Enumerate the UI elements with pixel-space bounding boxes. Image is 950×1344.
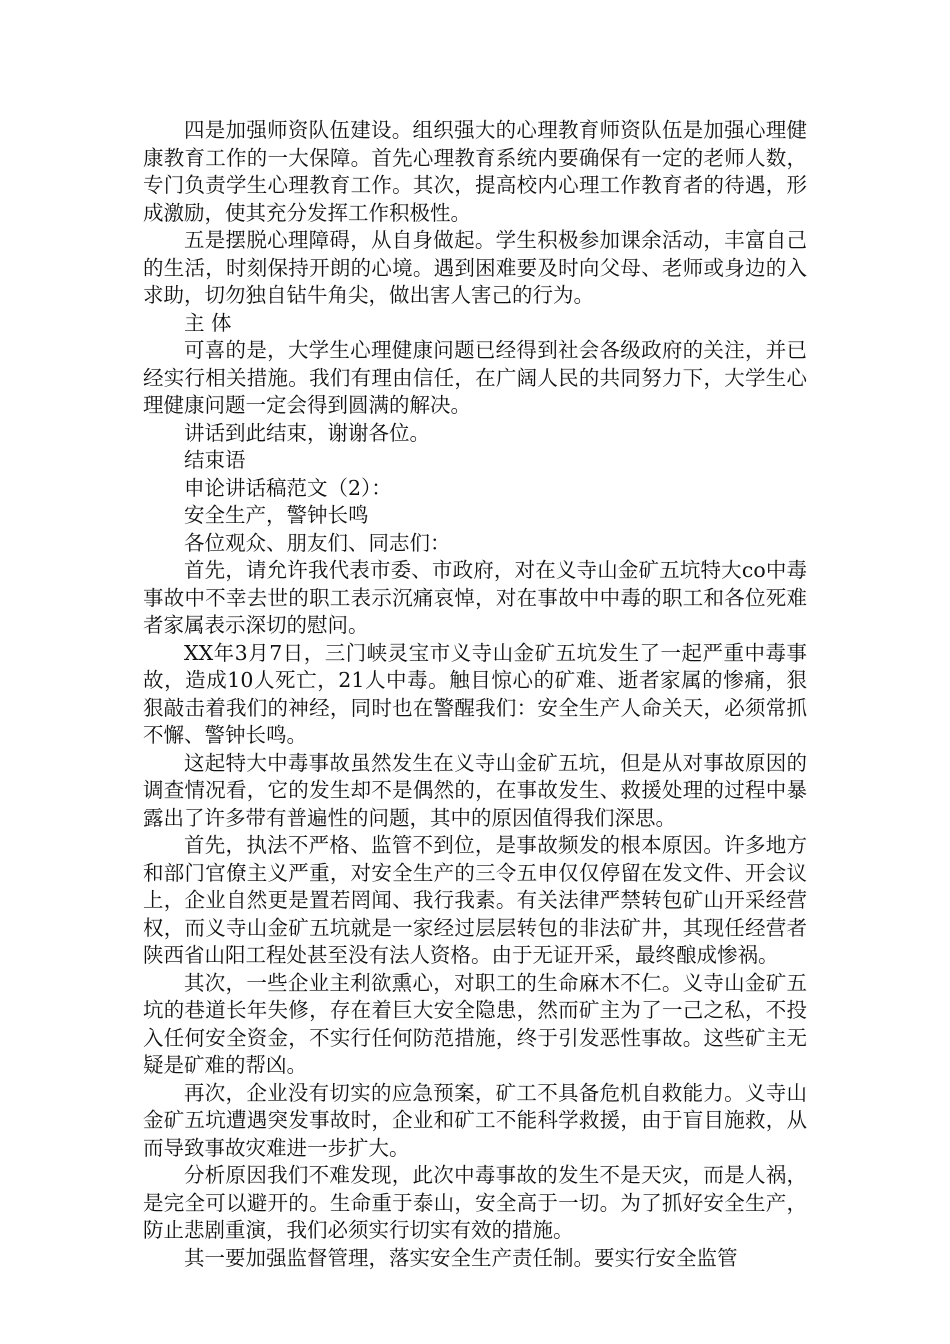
- paragraph-overcome-barriers: 五是摆脱心理障碍，从自身做起。学生积极参加课余活动，丰富自己的生活，时刻保持开朗的心境。遇到困难要及时向父母、老师或身边的入求助，切勿独自钻牛角尖，做出害人害己的行为。: [143, 228, 807, 307]
- section-label-main-body: 主 体: [184, 310, 232, 335]
- paragraph-cause-third: 再次，企业没有切实的应急预案，矿工不具备危机自救能力。义寺山金矿五坑遭遇突发事故时，企业和矿工不能科学救援，由于盲目施救，从而导致事故灾难进一步扩大。: [143, 1080, 807, 1160]
- paragraph-cause-first: 首先，执法不严格、监管不到位，是事故频发的根本原因。许多地方和部门官僚主义严重，对安全生产的三令五申仅仅停留在发文件、开会议上，企业自然更是置若罔闻、我行我素。有关法律严禁转包矿山开采经营权，而义寺山金矿五坑就是一家经过层层转包的非法矿井，其现任经营者陕西省山阳工程处甚至没有法人资格。由于无证开采，最终酿成惨祸。: [143, 833, 807, 967]
- salutation: 各位观众、朋友们、同志们：: [184, 530, 451, 555]
- paragraph-analysis: 分析原因我们不难发现，此次中毒事故的发生不是天灾，而是人祸，是完全可以避开的。生命重于泰山，安全高于一切。为了抓好安全生产，防止悲剧重演，我们必须实行切实有效的措施。: [143, 1163, 807, 1242]
- paragraph-teacher-team: 四是加强师资队伍建设。组织强大的心理教育师资队伍是加强心理健康教育工作的一大保障。首先心理教育系统内要确保有一定的老师人数，专门负责学生心理教育工作。其次，提高校内心理工作教育者的待遇，形成激励，使其充分发挥工作积极性。: [143, 118, 807, 225]
- paragraph-condolence: 首先，请允许我代表市委、市政府，对在义寺山金矿五坑特大co中毒事故中不幸去世的职工表示沉痛哀悼，对在事故中中毒的职工和各位死难者家属表示深切的慰问。: [143, 558, 807, 637]
- paragraph-measure-one: 其一要加强监督管理，落实安全生产责任制。要实行安全监管: [184, 1245, 738, 1270]
- paragraph-gratifying: 可喜的是，大学生心理健康问题已经得到社会各级政府的关注，并已经实行相关措施。我们有理由信任，在广阔人民的共同努力下，大学生心理健康问题一定会得到圆满的解决。: [143, 338, 807, 417]
- sample-title: 申论讲话稿范文（2）：: [184, 475, 392, 500]
- speech-title: 安全生产，警钟长鸣: [184, 503, 369, 527]
- paragraph-investigation: 这起特大中毒事故虽然发生在义寺山金矿五坑，但是从对事故原因的调查情况看，它的发生却不是偶然的，在事故发生、救援处理的过程中暴露出了许多带有普遍性的问题，其中的原因值得我们深思。: [143, 750, 807, 830]
- paragraph-accident-facts: XX年3月7日，三门峡灵宝市义寺山金矿五坑发生了一起严重中毒事故，造成10人死亡，21人中毒。触目惊心的矿难、逝者家属的惨痛，狠狠敲击着我们的神经，同时也在警醒我们：安全生产人命关天，必须常抓不懈、警钟长鸣。: [143, 640, 807, 747]
- document-body: [143, 117, 807, 1272]
- paragraph-cause-second: 其次，一些企业主利欲熏心，对职工的生命麻木不仁。义寺山金矿五坑的巷道长年失修，存在着巨大安全隐患，然而矿主为了一己之私，不投入任何安全资金，不实行任何防范措施，终于引发恶性事故。这些矿主无疑是矿难的帮凶。: [143, 970, 807, 1077]
- paragraph-speech-end: 讲话到此结束，谢谢各位。: [184, 420, 430, 445]
- section-label-conclusion: 结束语: [184, 448, 246, 472]
